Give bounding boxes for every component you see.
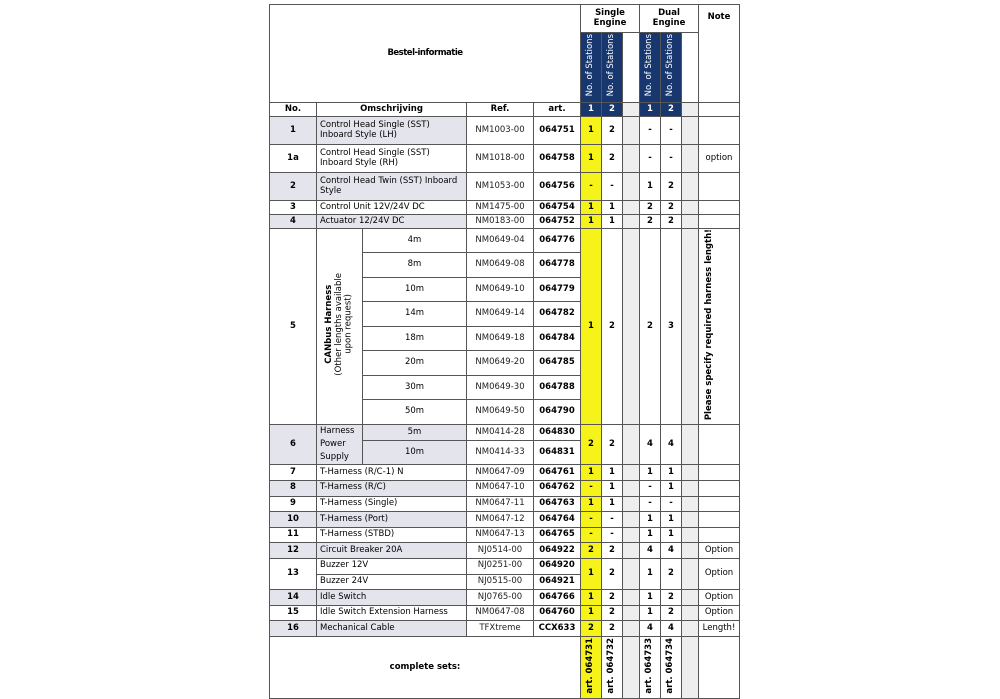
harness-length: 10m [363,441,467,465]
row-note [699,527,740,543]
table-row [270,527,740,543]
table-row [270,496,740,512]
row-art: 064784 [534,326,581,350]
stations-label: No. of Stations [661,33,682,103]
harness-length: 4m [363,229,467,253]
row-art: 064782 [534,302,581,326]
row-d2: 2 [661,590,682,606]
row-art: 064920 [534,559,581,575]
row-d2: 4 [661,424,682,465]
row-desc: T-Harness (R/C) [317,481,467,497]
row-s1: 1 [581,605,602,621]
row-note: Option [699,590,740,606]
row-no: 5 [270,229,317,425]
table-row [270,201,740,215]
spacer-cell [623,605,640,621]
row-desc: Idle Switch Extension Harness [317,605,467,621]
set-article-text: art. 064734 [665,637,676,694]
spacer-cell [682,465,699,481]
row-desc: Harness Power Supply [317,424,363,465]
row-note [699,117,740,145]
row-art: 064758 [534,145,581,173]
row-d1: - [640,496,661,512]
row-no: 15 [270,605,317,621]
row-d1: 1 [640,527,661,543]
table-row [270,117,740,145]
stations-label: No. of Stations [581,33,602,103]
row-ref: NM0649-30 [467,375,534,399]
spacer-cell [623,215,640,229]
spacer-cell [682,33,699,103]
dual-engine-header: Dual Engine [640,5,699,33]
row-ref: TFXtreme [467,621,534,637]
row-desc: T-Harness (STBD) [317,527,467,543]
row-ref: NM0649-50 [467,400,534,425]
row-s2: 2 [602,117,623,145]
row-art: 064762 [534,481,581,497]
row-note: Option [699,559,740,590]
stations-label: No. of Stations [602,33,623,103]
row-note [699,496,740,512]
row-d2: 1 [661,465,682,481]
row-ref: NM0649-08 [467,253,534,277]
row-note [699,201,740,215]
spacer-cell [682,559,699,590]
row-note [699,424,740,465]
spacer-cell [623,636,640,698]
row-s2: 1 [602,481,623,497]
row-d2: 4 [661,543,682,559]
row-s1: 1 [581,215,602,229]
row-s2: 2 [602,229,623,425]
row-ref: NJ0515-00 [467,574,534,590]
row-ref: NM1018-00 [467,145,534,173]
row-d2: 1 [661,527,682,543]
row-s2: 2 [602,605,623,621]
col-no: No. [270,103,317,117]
row-no: 1a [270,145,317,173]
row-d1: - [640,481,661,497]
row-s1: 1 [581,465,602,481]
row-art: 064785 [534,351,581,375]
canbus-note-text: Please specify required harness length! [704,229,714,421]
row-s1: 1 [581,229,602,425]
col-ref: Ref. [467,103,534,117]
row-d1: - [640,145,661,173]
row-no: 8 [270,481,317,497]
row-s2: 1 [602,496,623,512]
row-ref: NM0414-28 [467,424,534,440]
spacer-cell [682,229,699,425]
harness-length: 50m [363,400,467,425]
row-art: 064754 [534,201,581,215]
row-ref: NM1053-00 [467,173,534,201]
row-ref: NM0647-11 [467,496,534,512]
row-d1: 2 [640,201,661,215]
table-row [270,512,740,528]
spacer-cell [682,173,699,201]
col-note-blank [699,103,740,117]
row-d2: 3 [661,229,682,425]
row-s2: 1 [602,215,623,229]
row-ref: NM0647-09 [467,465,534,481]
row-ref: NM0649-04 [467,229,534,253]
set-article-text: art. 064733 [644,637,655,694]
col-desc: Omschrijving [317,103,467,117]
table-row [270,543,740,559]
spacer-cell [623,145,640,173]
set-article-d2 [661,636,682,698]
row-d2: - [661,145,682,173]
row-d2: 2 [661,215,682,229]
harness-length: 8m [363,253,467,277]
harness-length: 30m [363,375,467,399]
row-no: 16 [270,621,317,637]
row-s2: 2 [602,559,623,590]
row-note: Length! [699,621,740,637]
row-s1: - [581,512,602,528]
row-note [699,215,740,229]
spacer-cell [623,481,640,497]
row-note [699,512,740,528]
row-note: Option [699,543,740,559]
spacer-cell [682,481,699,497]
spacer-cell [682,117,699,145]
row-desc: T-Harness (Port) [317,512,467,528]
spacer-cell [682,424,699,465]
row-art: 064790 [534,400,581,425]
row-s1: 1 [581,117,602,145]
row-art: CCX633 [534,621,581,637]
row-d2: 2 [661,559,682,590]
canbus-subtitle: (Other lengths available [333,273,344,376]
row-s2: - [602,512,623,528]
spacer-cell [623,117,640,145]
row-d1: 4 [640,424,661,465]
row-s1: 2 [581,621,602,637]
row-d1: 4 [640,621,661,637]
row-s2: 2 [602,621,623,637]
table-row [270,605,740,621]
table-row [270,229,740,253]
table-row [270,481,740,497]
row-ref: NM0649-18 [467,326,534,350]
row-desc: Control Head Twin (SST) Inboard Style [317,173,467,201]
row-art: 064922 [534,543,581,559]
col-art: art. [534,103,581,117]
row-note: option [699,145,740,173]
row-d1: 2 [640,215,661,229]
row-s2: - [602,527,623,543]
harness-length: 5m [363,424,467,440]
row-no: 11 [270,527,317,543]
canbus-note [699,229,740,425]
spacer-cell [623,543,640,559]
spacer-cell [623,496,640,512]
row-art: 064788 [534,375,581,399]
spacer-cell [623,33,640,103]
harness-length: 20m [363,351,467,375]
row-no: 12 [270,543,317,559]
row-d1: 4 [640,543,661,559]
col-d2: 2 [661,103,682,117]
row-ref: NM0649-10 [467,277,534,301]
row-art: 064766 [534,590,581,606]
col-s2: 2 [602,103,623,117]
page-title: Bestel-informatie [270,5,581,103]
row-d1: - [640,117,661,145]
row-s2: 2 [602,145,623,173]
row-note [699,465,740,481]
table-row [270,590,740,606]
set-article-text: art. 064732 [606,637,617,694]
row-d1: 1 [640,512,661,528]
row-no: 9 [270,496,317,512]
row-desc: Circuit Breaker 20A [317,543,467,559]
row-d2: 1 [661,512,682,528]
row-s1: - [581,173,602,201]
row-art: 064751 [534,117,581,145]
row-ref: NJ0251-00 [467,559,534,575]
canbus-title: CANbus Harness [323,285,334,365]
single-engine-header: Single Engine [581,5,640,33]
row-desc: Control Unit 12V/24V DC [317,201,467,215]
row-d1: 1 [640,605,661,621]
row-s2: 2 [602,543,623,559]
row-desc: Actuator 12/24V DC [317,215,467,229]
row-s1: 1 [581,559,602,590]
complete-sets-label: complete sets: [270,636,581,698]
table-row [270,173,740,201]
row-d1: 1 [640,465,661,481]
row-no: 4 [270,215,317,229]
row-ref: NM0647-08 [467,605,534,621]
row-art: 064760 [534,605,581,621]
spacer-cell [682,201,699,215]
spacer-cell [682,543,699,559]
spacer-cell [682,636,699,698]
canbus-subtitle: upon request) [343,294,354,355]
spacer-cell [682,103,699,117]
spacer-cell [623,527,640,543]
row-desc: Control Head Single (SST) Inboard Style (LH) [317,117,467,145]
row-art: 064831 [534,441,581,465]
row-ref: NM0649-14 [467,302,534,326]
row-art: 064764 [534,512,581,528]
row-s1: 1 [581,590,602,606]
spacer-cell [623,512,640,528]
row-note [699,173,740,201]
table-row [270,215,740,229]
row-desc: T-Harness (Single) [317,496,467,512]
row-no: 10 [270,512,317,528]
row-s1: 1 [581,201,602,215]
row-d1: 1 [640,173,661,201]
row-d1: 1 [640,590,661,606]
harness-length: 18m [363,326,467,350]
spacer-cell [623,173,640,201]
row-no: 13 [270,559,317,590]
row-d2: 1 [661,481,682,497]
row-d2: - [661,117,682,145]
row-d2: 4 [661,621,682,637]
row-desc: T-Harness (R/C-1) N [317,465,467,481]
row-art: 064830 [534,424,581,440]
order-info-table [269,4,740,699]
row-s2: 2 [602,424,623,465]
stations-label: No. of Stations [640,33,661,103]
row-s2: 1 [602,201,623,215]
table-row [270,621,740,637]
row-note: Option [699,605,740,621]
row-ref: NM0649-20 [467,351,534,375]
row-ref: NJ0765-00 [467,590,534,606]
row-no: 2 [270,173,317,201]
row-art: 064765 [534,527,581,543]
spacer-cell [623,465,640,481]
spacer-cell [623,103,640,117]
table-row [270,465,740,481]
row-desc: Control Head Single (SST) Inboard Style (RH) [317,145,467,173]
spacer-cell [682,145,699,173]
set-article-s2 [602,636,623,698]
canbus-label [317,229,363,425]
row-ref: NM0183-00 [467,215,534,229]
spacer-cell [682,590,699,606]
row-no: 7 [270,465,317,481]
row-s2: 1 [602,465,623,481]
row-ref: NM1003-00 [467,117,534,145]
row-no: 6 [270,424,317,465]
harness-length: 10m [363,277,467,301]
col-s1: 1 [581,103,602,117]
spacer-cell [682,215,699,229]
row-desc: Buzzer 24V [317,574,467,590]
spacer-cell [623,559,640,590]
row-ref: NM0647-13 [467,527,534,543]
row-art: 064779 [534,277,581,301]
row-d2: - [661,496,682,512]
spacer-cell [623,590,640,606]
row-ref: NM0414-33 [467,441,534,465]
row-s1: 2 [581,424,602,465]
row-s1: 2 [581,543,602,559]
set-article-d1 [640,636,661,698]
set-article-text: art. 064731 [585,637,596,694]
row-ref: NJ0514-00 [467,543,534,559]
row-s1: - [581,527,602,543]
row-art: 064776 [534,229,581,253]
row-ref: NM0647-10 [467,481,534,497]
harness-length: 14m [363,302,467,326]
row-s1: - [581,481,602,497]
row-s2: 2 [602,590,623,606]
spacer-cell [682,496,699,512]
row-d2: 2 [661,173,682,201]
row-d2: 2 [661,201,682,215]
row-desc: Mechanical Cable [317,621,467,637]
row-note [699,481,740,497]
row-no: 3 [270,201,317,215]
note-header: Note [699,5,740,103]
row-note [699,636,740,698]
table-row [270,636,740,698]
row-art: 064756 [534,173,581,201]
set-article-s1 [581,636,602,698]
table-row [270,145,740,173]
row-no: 14 [270,590,317,606]
row-ref: NM0647-12 [467,512,534,528]
spacer-cell [623,201,640,215]
row-d1: 2 [640,229,661,425]
spacer-cell [682,512,699,528]
row-d1: 1 [640,559,661,590]
row-art: 064778 [534,253,581,277]
table-row [270,559,740,575]
row-desc: Idle Switch [317,590,467,606]
row-art: 064921 [534,574,581,590]
row-art: 064761 [534,465,581,481]
spacer-cell [682,605,699,621]
row-s2: - [602,173,623,201]
row-art: 064752 [534,215,581,229]
spacer-cell [623,229,640,425]
spacer-cell [623,621,640,637]
row-s1: 1 [581,145,602,173]
spacer-cell [623,424,640,465]
row-ref: NM1475-00 [467,201,534,215]
spacer-cell [682,527,699,543]
row-d2: 2 [661,605,682,621]
row-desc: Buzzer 12V [317,559,467,575]
row-art: 064763 [534,496,581,512]
row-no: 1 [270,117,317,145]
col-d1: 1 [640,103,661,117]
row-s1: 1 [581,496,602,512]
spacer-cell [682,621,699,637]
table-row [270,424,740,440]
